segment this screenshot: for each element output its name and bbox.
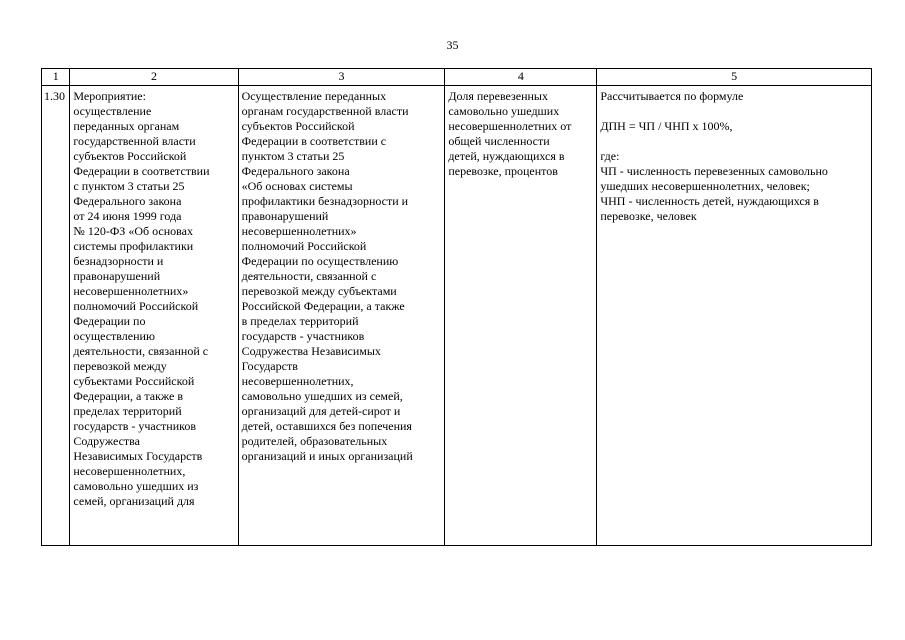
header-col-4: 4 xyxy=(445,69,597,86)
definition-cp: ЧП - численность перевезенных самовольно ушедших несовершеннолетних, человек; xyxy=(600,164,828,193)
event-description-cell: Мероприятие: осуществление переданных органам государственной власти субъектов Российской Федерации в соответствии с пунктом 3 статьи 25 Федерального закона от 24 июня 1999 года № 120-ФЗ «Об основах системы профилактики безнадзорности и правонарушений несовершеннолетних» полномочий Российской Федерации по осуществлению деятельности, связанной с перевозкой между субъектами Российской Федерации, а также в пределах территорий государств - участников Содружества Независимых Государств несовершеннолетних, самовольно ушедших из семей, организаций для xyxy=(70,86,238,546)
row-number-cell: 1.30 xyxy=(42,86,70,546)
table-header-row xyxy=(42,69,872,86)
authority-description-cell: Осуществление переданных органам государственной власти субъектов Российской Федерации в соответствии с пунктом 3 статьи 25 Федерального закона «Об основах системы профилактики безнадзорности и правонарушений несовершеннолетних» полномочий Российской Федерации по осуществлению деятельности, связанной с перевозкой между субъектами Российской Федерации, а также в пределах территорий государств - участников Содружества Независимых Государств несовершеннолетних, самовольно ушедших из семей, организаций для детей-сирот и детей, оставшихся без попечения родителей, образовательных организаций и иных организаций xyxy=(238,86,445,546)
formula-intro: Рассчитывается по формуле xyxy=(600,89,744,103)
definition-cnp: ЧНП - численность детей, нуждающихся в перевозке, человек xyxy=(600,194,819,223)
page-number: 35 xyxy=(446,38,459,52)
calculation-method-cell xyxy=(597,86,872,546)
header-col-2: 2 xyxy=(70,69,238,86)
header-col-3: 3 xyxy=(238,69,445,86)
where-label: где: xyxy=(600,149,620,163)
header-col-1: 1 xyxy=(42,69,70,86)
table-row xyxy=(42,86,872,546)
header-col-5: 5 xyxy=(597,69,872,86)
formula: ДПН = ЧП / ЧНП x 100%, xyxy=(600,119,733,133)
indicator-name-cell: Доля перевезенных самовольно ушедших несовершеннолетних от общей численности детей, нуждающихся в перевозке, процентов xyxy=(445,86,597,546)
document-table xyxy=(41,68,872,546)
